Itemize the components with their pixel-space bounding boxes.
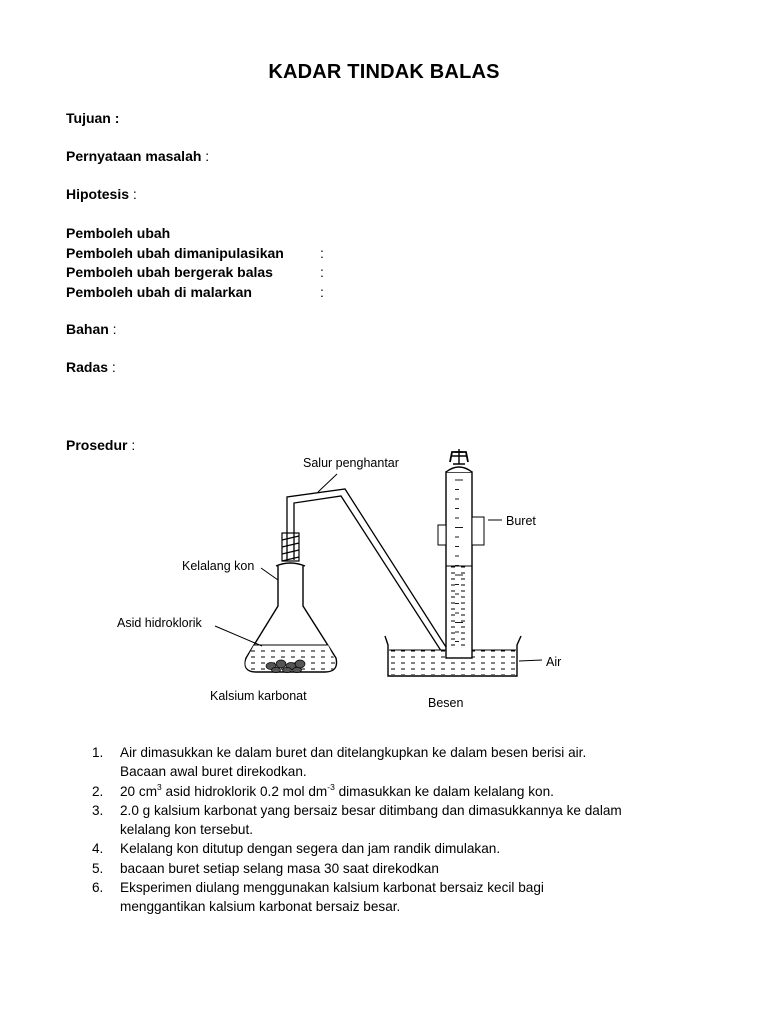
field-colon: : bbox=[108, 321, 117, 337]
step-number: 5. bbox=[92, 860, 104, 876]
step-number: 1. bbox=[92, 745, 104, 760]
variable-label: Pemboleh ubah bergerak balas bbox=[66, 264, 273, 280]
field-radas bbox=[66, 358, 116, 377]
step-number: 2. bbox=[92, 783, 104, 799]
step-number: 4. bbox=[92, 841, 104, 857]
step-text: 2.0 g kalsium karbonat yang bersaiz besar ditimbang dan dimasukkannya ke dalam bbox=[120, 802, 622, 818]
label-buret: Buret bbox=[506, 514, 536, 528]
field-label: Bahan bbox=[66, 321, 109, 337]
step-number: 6. bbox=[92, 880, 104, 896]
step-text: menggantikan kalsium karbonat bersaiz besar. bbox=[120, 899, 401, 915]
label-salur-penghantar: Salur penghantar bbox=[303, 456, 399, 470]
step-text: bacaan buret setiap selang masa 30 saat direkodkan bbox=[120, 860, 439, 876]
label-asid-hidroklorik: Asid hidroklorik bbox=[117, 616, 202, 630]
field-hipotesis bbox=[66, 185, 137, 204]
variable-colon: : bbox=[320, 264, 324, 280]
apparatus-diagram bbox=[0, 440, 768, 725]
procedure-step bbox=[92, 743, 712, 782]
label-air: Air bbox=[546, 655, 562, 669]
variable-label: Pemboleh ubah di malarkan bbox=[66, 283, 252, 300]
step-text: kelalang kon tersebut. bbox=[120, 822, 254, 838]
step-number: 3. bbox=[92, 802, 104, 818]
label-besen: Besen bbox=[428, 696, 464, 710]
rubber-stopper bbox=[282, 533, 299, 561]
variable-colon: : bbox=[320, 244, 324, 261]
delivery-tube bbox=[287, 489, 453, 660]
page-title: KADAR TINDAK BALAS bbox=[268, 61, 500, 83]
field-bahan bbox=[66, 320, 117, 339]
label-kalsium-karbonat: Kalsium karbonat bbox=[210, 689, 307, 703]
field-colon: : bbox=[129, 186, 137, 202]
field-label: Radas bbox=[66, 359, 109, 375]
field-label: Pernyataan masalah bbox=[66, 148, 202, 164]
step-text: Air dimasukkan ke dalam buret dan ditelangkupkan ke dalam besen berisi air. bbox=[120, 745, 587, 760]
field-pernyataan-masalah bbox=[66, 147, 209, 166]
variables-heading: Pemboleh ubah bbox=[66, 225, 171, 241]
field-label: Prosedur bbox=[66, 437, 128, 453]
procedure-step bbox=[92, 782, 712, 801]
label-leaders bbox=[215, 474, 542, 661]
step-text: 20 $cm^3$ asid hidroklorik 0.2 mol $dm^{-3}$ dimasukkan ke dalam kelalang kon. bbox=[120, 781, 554, 799]
step-text: Kelalang kon ditutup dengan segera dan jam randik dimulakan. bbox=[120, 841, 501, 857]
field-colon: : bbox=[127, 437, 136, 453]
procedure-step bbox=[92, 878, 712, 917]
variable-row-constant bbox=[66, 283, 324, 303]
field-colon: : bbox=[108, 359, 116, 375]
procedure-step bbox=[92, 859, 712, 878]
field-label: Hipotesis bbox=[66, 186, 130, 202]
procedure-step bbox=[92, 839, 712, 858]
variables-section bbox=[66, 224, 324, 302]
variable-row-responding bbox=[66, 263, 324, 283]
variable-row-manipulated bbox=[66, 244, 324, 264]
field-label: Tujuan bbox=[66, 110, 111, 126]
variable-label: Pemboleh ubah dimanipulasikan bbox=[66, 244, 284, 261]
step-text: Bacaan awal buret direkodkan. bbox=[120, 764, 307, 780]
label-kelalang-kon: Kelalang kon bbox=[182, 559, 255, 573]
variable-colon: : bbox=[320, 283, 324, 300]
procedure-step bbox=[92, 801, 712, 840]
field-tujuan bbox=[66, 109, 119, 128]
field-colon: : bbox=[201, 148, 210, 164]
procedure-steps bbox=[92, 743, 712, 917]
field-colon: : bbox=[110, 110, 120, 126]
step-text: Eksperimen diulang menggunakan kalsium karbonat bersaiz kecil bagi bbox=[120, 880, 544, 896]
